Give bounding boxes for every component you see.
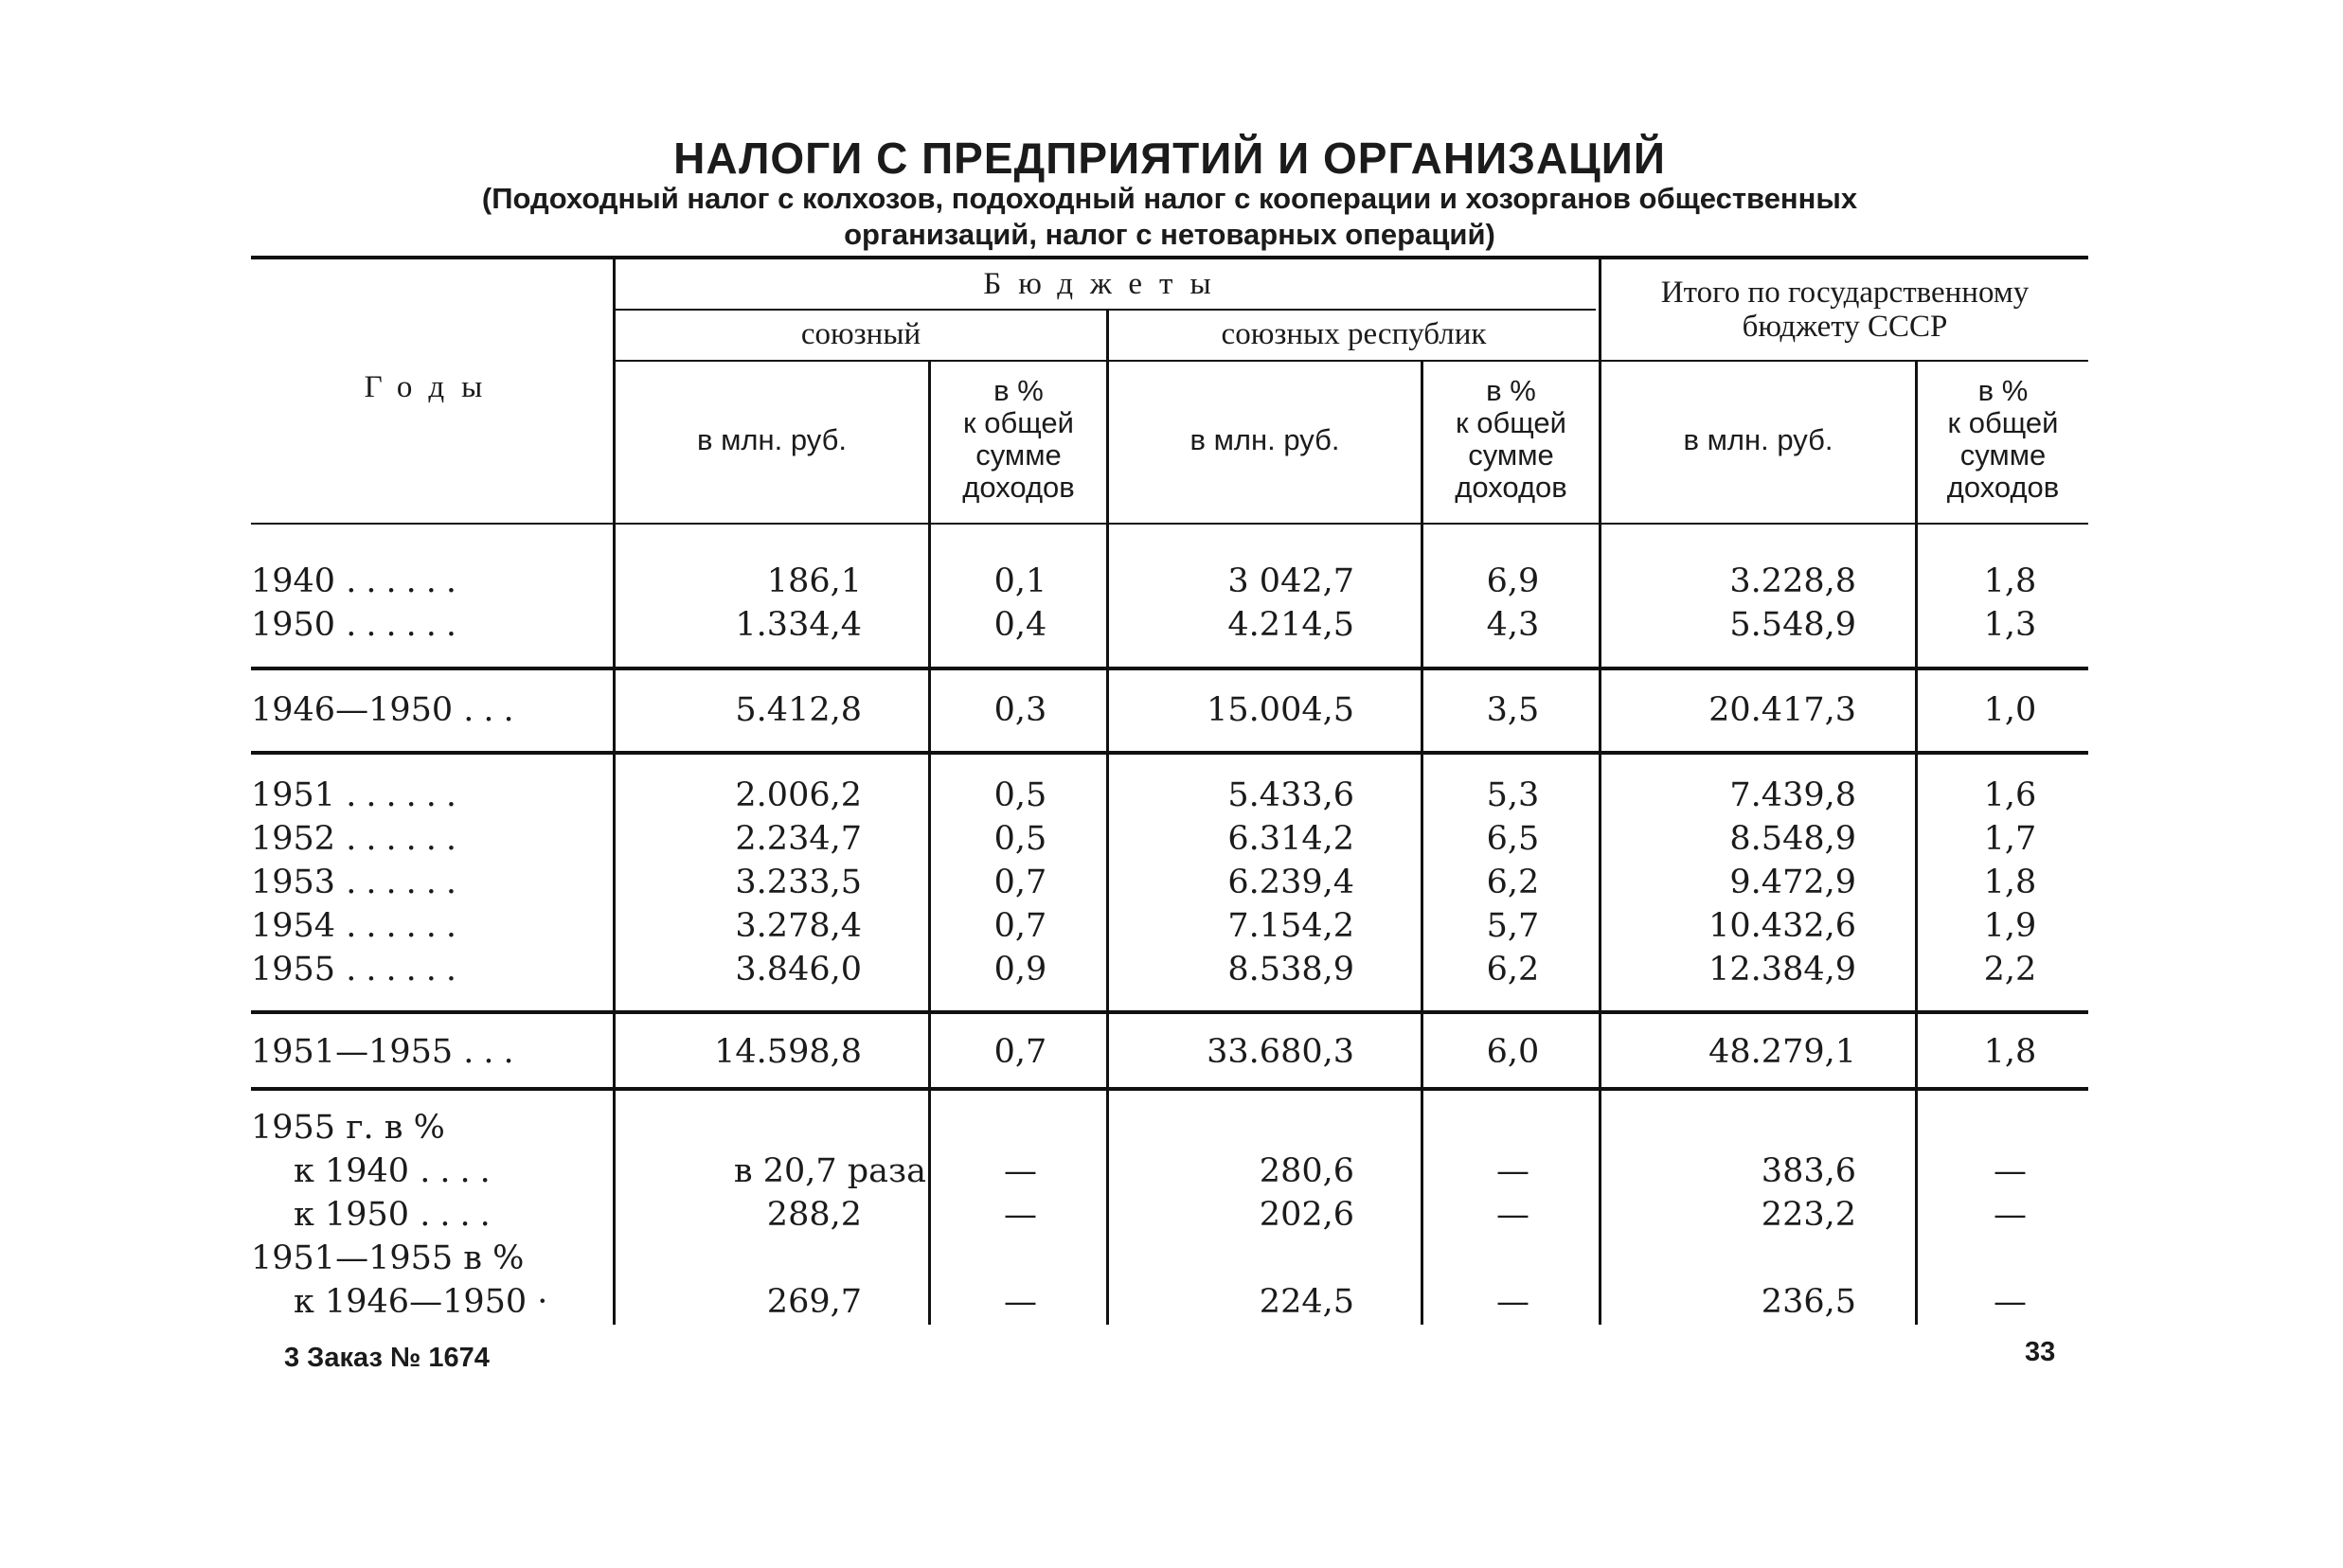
cell-total-mln: 383,6 xyxy=(1761,1152,1856,1190)
header-pct-total: в % к общей сумме доходов xyxy=(1946,374,2060,504)
row-year: 1946—1950 ... xyxy=(251,691,524,729)
cell-union-pct: 0,7 xyxy=(993,864,1047,901)
cell-republics-mln: 6.314,2 xyxy=(1227,820,1354,858)
cell-union-pct: 0,5 xyxy=(993,820,1047,858)
table-subtitle-line2: организаций, налог с нетоварных операций) xyxy=(844,218,1495,251)
row-year: 1954 ...... xyxy=(251,907,466,945)
cell-union-pct: — xyxy=(1004,1196,1037,1234)
rule-header-bottom xyxy=(251,523,2088,525)
comparison-label: к 1946—1950 · xyxy=(294,1283,558,1321)
cell-republics-pct: 6,2 xyxy=(1486,951,1540,989)
cell-total-pct: 1,0 xyxy=(1983,691,2037,729)
table-row xyxy=(0,1030,2343,1074)
cell-total-mln: 9.472,9 xyxy=(1729,864,1856,901)
cell-total-pct: 1,8 xyxy=(1983,1033,2037,1071)
cell-union-pct: 0,7 xyxy=(993,907,1047,945)
comparison-heading-1955: 1955 г. в % xyxy=(251,1109,445,1147)
cell-union-pct: 0,9 xyxy=(993,951,1047,989)
cell-total-pct: — xyxy=(1994,1152,2027,1190)
cell-republics-pct: 3,5 xyxy=(1486,691,1540,729)
header-pct-republics: в % к общей сумме доходов xyxy=(1455,374,1567,504)
cell-total-mln: 20.417,3 xyxy=(1708,691,1856,729)
rule-group4-bottom xyxy=(251,1087,2088,1091)
rule-group3-bottom xyxy=(251,1010,2088,1014)
cell-republics-pct: — xyxy=(1496,1283,1529,1321)
row-year: 1953 ...... xyxy=(251,864,466,901)
row-year: 1952 ...... xyxy=(251,820,466,858)
cell-total-pct: 1,8 xyxy=(1983,562,2037,600)
table-row xyxy=(0,904,2343,948)
header-mln-total: в млн. руб. xyxy=(1683,423,1833,456)
cell-total-mln: 10.432,6 xyxy=(1708,907,1856,945)
cell-republics-pct: 4,3 xyxy=(1486,606,1540,644)
table-row xyxy=(0,560,2343,603)
header-budgets: Бюджеты xyxy=(983,267,1228,301)
table-subtitle-line1: (Подоходный налог с колхозов, подоходный налог с кооперации и хозорганов общественных xyxy=(481,182,1858,215)
cell-republics-mln: 8.538,9 xyxy=(1227,951,1354,989)
cell-union-pct: 0,5 xyxy=(993,776,1047,814)
header-total-line2: бюджету СССР xyxy=(1742,310,1948,344)
table-row xyxy=(0,774,2343,817)
cell-total-mln: 7.439,8 xyxy=(1729,776,1856,814)
cell-union-mln: 2.006,2 xyxy=(735,776,862,814)
cell-republics-pct: 5,3 xyxy=(1486,776,1540,814)
comparison-label: к 1950 .... xyxy=(294,1196,500,1234)
table-row xyxy=(0,603,2343,647)
cell-union-pct: — xyxy=(1004,1152,1037,1190)
cell-republics-pct: 6,2 xyxy=(1486,864,1540,901)
cell-union-mln: в 20,7 раза xyxy=(733,1152,926,1190)
cell-total-pct: 1,3 xyxy=(1983,606,2037,644)
cell-total-mln: 48.279,1 xyxy=(1708,1033,1856,1071)
table-title: НАЛОГИ С ПРЕДПРИЯТИЙ И ОРГАНИЗАЦИЙ xyxy=(673,134,1666,183)
table-row xyxy=(0,817,2343,861)
cell-union-pct: 0,7 xyxy=(993,1033,1047,1071)
comparison-row xyxy=(0,1280,2343,1324)
header-mln-union: в млн. руб. xyxy=(697,423,847,456)
rule-group1-bottom xyxy=(251,667,2088,670)
cell-union-pct: — xyxy=(1004,1283,1037,1321)
cell-union-pct: 0,4 xyxy=(993,606,1047,644)
row-year: 1940 ...... xyxy=(251,562,466,600)
cell-total-pct: 1,8 xyxy=(1983,864,2037,901)
footer-order-number: 3 Заказ № 1674 xyxy=(284,1343,490,1373)
cell-republics-pct: — xyxy=(1496,1196,1529,1234)
cell-republics-mln: 6.239,4 xyxy=(1227,864,1354,901)
cell-republics-mln: 15.004,5 xyxy=(1207,691,1354,729)
table-row xyxy=(0,861,2343,904)
cell-republics-pct: — xyxy=(1496,1152,1529,1190)
cell-republics-pct: 5,7 xyxy=(1486,907,1540,945)
cell-total-pct: 1,7 xyxy=(1983,820,2037,858)
cell-republics-mln: 5.433,6 xyxy=(1227,776,1354,814)
cell-union-mln: 14.598,8 xyxy=(714,1033,862,1071)
header-total-line1: Итого по государственному xyxy=(1660,276,2030,310)
cell-union-mln: 3.233,5 xyxy=(735,864,862,901)
cell-total-pct: 2,2 xyxy=(1983,951,2037,989)
cell-total-pct: 1,6 xyxy=(1983,776,2037,814)
cell-total-mln: 223,2 xyxy=(1761,1196,1856,1234)
header-years: Годы xyxy=(364,370,500,404)
cell-republics-mln: 33.680,3 xyxy=(1207,1033,1354,1071)
cell-union-mln: 5.412,8 xyxy=(735,691,862,729)
cell-republics-pct: 6,9 xyxy=(1486,562,1540,600)
rule-subheader-under xyxy=(616,360,2088,362)
cell-total-mln: 3.228,8 xyxy=(1729,562,1856,600)
comparison-label: к 1940 .... xyxy=(294,1152,500,1190)
comparison-row xyxy=(0,1149,2343,1193)
cell-union-mln: 3.846,0 xyxy=(735,951,862,989)
cell-republics-mln: 4.214,5 xyxy=(1227,606,1354,644)
header-republics: союзных республик xyxy=(1221,317,1487,351)
row-year: 1955 ...... xyxy=(251,951,466,989)
cell-union-mln: 2.234,7 xyxy=(735,820,862,858)
cell-republics-mln: 202,6 xyxy=(1259,1196,1354,1234)
cell-total-mln: 8.548,9 xyxy=(1729,820,1856,858)
cell-republics-mln: 224,5 xyxy=(1259,1283,1354,1321)
row-year: 1951—1955 ... xyxy=(251,1033,524,1071)
header-union: союзный xyxy=(800,317,921,351)
cell-republics-mln: 3 042,7 xyxy=(1227,562,1354,600)
header-mln-republics: в млн. руб. xyxy=(1189,423,1340,456)
cell-total-pct: — xyxy=(1994,1196,2027,1234)
cell-republics-mln: 280,6 xyxy=(1259,1152,1354,1190)
cell-union-pct: 0,3 xyxy=(993,691,1047,729)
cell-republics-pct: 6,5 xyxy=(1486,820,1540,858)
cell-total-mln: 236,5 xyxy=(1761,1283,1856,1321)
cell-total-pct: — xyxy=(1994,1283,2027,1321)
cell-union-mln: 269,7 xyxy=(766,1283,862,1321)
rule-group2-bottom xyxy=(251,751,2088,755)
row-year: 1951 ...... xyxy=(251,776,466,814)
cell-total-mln: 5.548,9 xyxy=(1729,606,1856,644)
table-row xyxy=(0,948,2343,991)
cell-total-pct: 1,9 xyxy=(1983,907,2037,945)
table-row xyxy=(0,688,2343,732)
row-year: 1950 ...... xyxy=(251,606,466,644)
cell-union-pct: 0,1 xyxy=(993,562,1047,600)
cell-total-mln: 12.384,9 xyxy=(1708,951,1856,989)
comparison-row xyxy=(0,1193,2343,1237)
cell-union-mln: 3.278,4 xyxy=(735,907,862,945)
header-pct-union: в % к общей сумме доходов xyxy=(962,374,1075,504)
page-number: 33 xyxy=(2025,1337,2056,1367)
cell-union-mln: 288,2 xyxy=(766,1196,862,1234)
cell-republics-pct: 6,0 xyxy=(1486,1033,1540,1071)
rule-top xyxy=(251,256,2088,259)
cell-union-mln: 186,1 xyxy=(766,562,862,600)
cell-union-mln: 1.334,4 xyxy=(735,606,862,644)
comparison-heading-1951-1955: 1951—1955 в % xyxy=(251,1239,525,1277)
cell-republics-mln: 7.154,2 xyxy=(1227,907,1354,945)
